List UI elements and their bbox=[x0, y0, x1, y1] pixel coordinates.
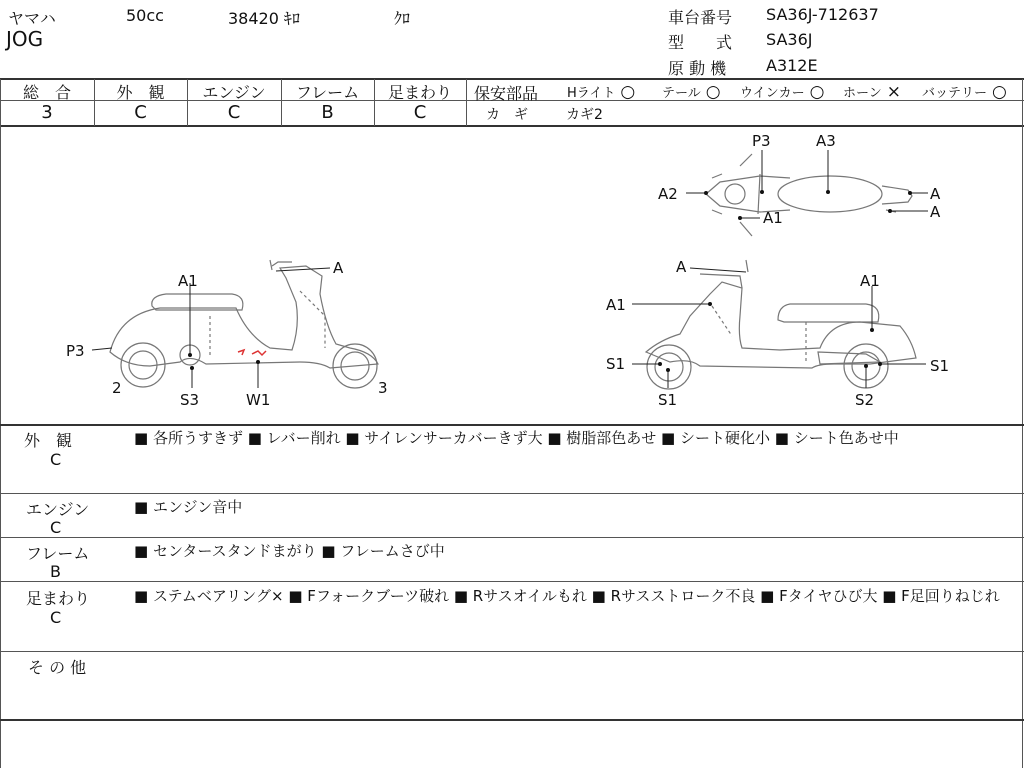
diagram-label: A1 bbox=[606, 296, 626, 314]
diagram-label: P3 bbox=[66, 342, 85, 360]
section-grade-exterior: C bbox=[50, 450, 62, 469]
section-grade-engine: C bbox=[50, 518, 62, 537]
engine-label: 原 動 機 bbox=[668, 59, 727, 78]
safety-item bbox=[843, 82, 901, 102]
diagram-label: W1 bbox=[246, 391, 271, 409]
grade-exterior: C bbox=[134, 102, 147, 123]
grade-engine: C bbox=[227, 102, 241, 123]
section-title-frame: フレーム bbox=[26, 544, 90, 563]
maker: ヤマハ bbox=[8, 9, 56, 28]
grade-header-engine: エンジン bbox=[202, 83, 266, 102]
section-text-exterior: ■ 各所うすきず ■ レバー削れ ■ サイレンサーカバーきず大 ■ 樹脂部色あせ ■ シート硬化小 ■ シート色あせ中 bbox=[134, 429, 899, 447]
diagram-label: P3 bbox=[752, 132, 771, 150]
frame-number-value: SA36J-712637 bbox=[766, 5, 879, 24]
section-text-engine: ■ エンジン音中 bbox=[134, 498, 243, 516]
section-title-suspension: 足まわり bbox=[26, 589, 91, 608]
safety-title: 保安部品 bbox=[474, 84, 539, 103]
diagram-label: A bbox=[676, 258, 687, 276]
safety-item-label: ウインカー bbox=[740, 86, 805, 101]
divider bbox=[0, 581, 1024, 582]
frame-number-label: 車台番号 bbox=[668, 8, 733, 27]
grade-header-exterior: 外 観 bbox=[116, 83, 165, 102]
grade-header-suspension: 足まわり bbox=[387, 83, 452, 102]
grade-overall: 3 bbox=[41, 102, 53, 123]
diagram-label: A bbox=[333, 259, 344, 277]
diagram-label: A1 bbox=[860, 272, 880, 290]
safety-item bbox=[922, 82, 1007, 102]
key-label: カ ギ bbox=[486, 107, 528, 123]
safety-item bbox=[662, 82, 721, 102]
safety-item bbox=[567, 82, 635, 102]
damage-marks bbox=[238, 350, 266, 355]
grade-header-frame: フレーム bbox=[295, 83, 360, 102]
safety-item-label: テール bbox=[662, 86, 701, 101]
type-value: SA36J bbox=[766, 30, 813, 49]
section-title-exterior: 外 観 bbox=[24, 431, 73, 450]
divider bbox=[0, 493, 1024, 494]
grade-suspension: C bbox=[413, 102, 427, 123]
damage-diagram bbox=[0, 126, 1024, 424]
diagram-label: S1 bbox=[606, 355, 626, 373]
diagram-label: S1 bbox=[658, 391, 678, 409]
section-title-engine: エンジン bbox=[26, 500, 90, 519]
section-grade-suspension: C bbox=[50, 608, 62, 627]
safety-item-mark: ○ bbox=[705, 82, 721, 102]
type-label: 型 式 bbox=[668, 33, 733, 52]
safety-item-mark: ○ bbox=[992, 82, 1007, 102]
model-name: JOG bbox=[6, 27, 44, 51]
scooter-top-view bbox=[706, 154, 912, 236]
displacement: 50cc bbox=[126, 6, 164, 25]
diagram-label: A1 bbox=[178, 272, 198, 290]
safety-item-label: ホーン bbox=[843, 86, 882, 101]
diagram-label: A1 bbox=[763, 209, 783, 227]
diagram-label: S1 bbox=[930, 357, 950, 375]
divider bbox=[0, 537, 1024, 538]
section-grade-frame: B bbox=[50, 562, 61, 581]
diagram-label: S3 bbox=[180, 391, 200, 409]
safety-item-mark: ○ bbox=[809, 82, 825, 102]
diagram-label: S2 bbox=[855, 391, 875, 409]
grade-header-overall: 総 合 bbox=[22, 83, 71, 102]
safety-item-mark: ○ bbox=[620, 82, 636, 102]
divider bbox=[0, 424, 1024, 426]
divider bbox=[0, 719, 1024, 721]
safety-item-mark: × bbox=[886, 82, 901, 102]
diagram-label: A bbox=[930, 203, 941, 221]
engine-value: A312E bbox=[766, 56, 818, 75]
section-text-suspension: ■ ステムベアリング× ■ Fフォークブーツ破れ ■ Rサスオイルもれ ■ Rサスストローク不良 ■ Fタイヤひび大 ■ F足回りねじれ bbox=[134, 587, 1000, 605]
diagram-label: A3 bbox=[816, 132, 836, 150]
color: ｸﾛ bbox=[394, 9, 411, 28]
grade-frame: B bbox=[321, 102, 334, 123]
safety-item-label: Hライト bbox=[567, 86, 616, 101]
diagram-label: 2 bbox=[112, 379, 122, 397]
divider bbox=[0, 651, 1024, 652]
key-value: カギ2 bbox=[566, 107, 603, 123]
divider bbox=[466, 79, 467, 126]
diagram-label: A2 bbox=[658, 185, 678, 203]
section-text-frame: ■ センタースタンドまがり ■ フレームさび中 bbox=[134, 542, 445, 560]
scooter-left-side-view bbox=[110, 260, 378, 388]
diagram-label: 3 bbox=[378, 379, 388, 397]
safety-item-label: バッテリー bbox=[922, 86, 988, 101]
mileage: 38420 ｷﾛ bbox=[228, 9, 300, 28]
diagram-label: A bbox=[930, 185, 941, 203]
section-title-other: そ の 他 bbox=[28, 658, 87, 677]
safety-item bbox=[740, 82, 824, 102]
